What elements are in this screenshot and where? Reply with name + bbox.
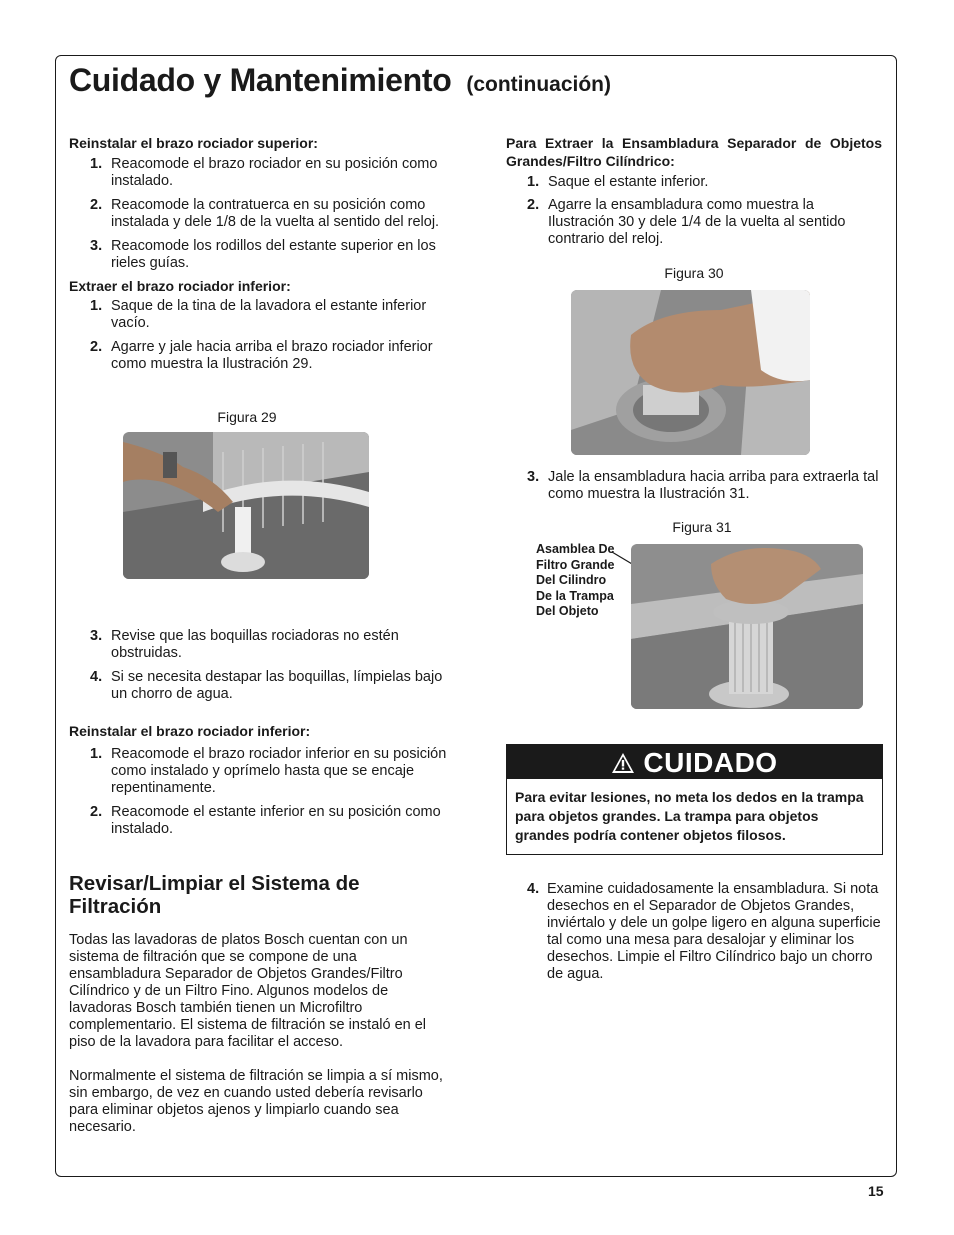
right-column bbox=[506, 134, 882, 983]
step-number: 3. bbox=[90, 238, 103, 254]
list-item bbox=[69, 628, 449, 662]
list-item bbox=[69, 746, 449, 797]
step-text: Reacomode el brazo rociador en su posición como instalado. bbox=[111, 156, 438, 189]
left-column bbox=[69, 134, 449, 1136]
step-text: Jale la ensambladura hacia arriba para extraerla tal como muestra la Ilustración 31. bbox=[548, 469, 879, 502]
step-text: Revise que las boquillas rociadoras no estén obstruidas. bbox=[111, 628, 399, 661]
figure-31-callout: Asamblea De Filtro Grande Del Cilindro De la Trampa Del Objeto bbox=[536, 542, 615, 618]
warning-triangle-icon bbox=[611, 752, 635, 774]
step-number: 2. bbox=[90, 197, 103, 213]
step-text: Reacomode el brazo rociador inferior en su posición como instalado y oprímelo hasta que se encaje repentinamente. bbox=[111, 746, 447, 796]
step-number: 1. bbox=[90, 298, 103, 314]
step-text: Examine cuidadosamente la ensambladura. Si nota desechos en el Separador de Objetos Grandes, inviértalo y dele un golpe ligero en alguna superficie tal como una mesa para desalojar y eliminar los desechos. Limpie el Filtro Cilíndrico bajo un chorro de agua. bbox=[547, 881, 881, 982]
list-item bbox=[506, 881, 882, 983]
list-item bbox=[69, 156, 449, 190]
subheading-extraer-ensambladura: Para Extraer la Ensambladura Separador de Objetos Grandes/Filtro Cilíndrico: bbox=[506, 135, 882, 169]
step-text: Agarre y jale hacia arriba el brazo rociador inferior como muestra la Ilustración 29. bbox=[111, 339, 433, 372]
step-text: Agarre la ensambladura como muestra la Ilustración 30 y dele 1/4 de la vuelta al sentido contrario del reloj. bbox=[548, 197, 846, 247]
list-item bbox=[506, 469, 882, 503]
page-number: 15 bbox=[868, 1183, 884, 1199]
figure-29-photo bbox=[123, 432, 369, 579]
list-item bbox=[69, 339, 449, 373]
warning-box bbox=[506, 744, 883, 855]
figure-29-caption: Figura 29 bbox=[217, 409, 277, 425]
step-number: 4. bbox=[90, 669, 103, 685]
step-number: 1. bbox=[90, 156, 103, 172]
step-text: Reacomode el estante inferior en su posición como instalado. bbox=[111, 804, 441, 837]
step-text: Reacomode los rodillos del estante superior en los rieles guías. bbox=[111, 238, 436, 271]
page-title bbox=[69, 62, 611, 99]
list-item bbox=[69, 804, 449, 838]
figure-30-photo bbox=[571, 290, 810, 455]
step-number: 3. bbox=[90, 628, 103, 644]
subheading-extraer-inferior: Extraer el brazo rociador inferior: bbox=[69, 278, 291, 294]
step-number: 2. bbox=[90, 339, 103, 355]
figure-31 bbox=[506, 542, 882, 709]
step-text: Saque de la tina de la lavadora el estante inferior vacío. bbox=[111, 298, 427, 331]
list-item bbox=[506, 197, 882, 248]
warning-title: CUIDADO bbox=[643, 746, 778, 778]
list-item bbox=[69, 238, 449, 272]
step-number: 2. bbox=[527, 197, 540, 213]
step-number: 2. bbox=[90, 804, 103, 820]
list-item bbox=[69, 298, 449, 332]
list-item bbox=[69, 197, 449, 231]
list-item bbox=[69, 669, 449, 703]
subheading-reinstalar-superior: Reinstalar el brazo rociador superior: bbox=[69, 135, 318, 151]
figure-30-caption: Figura 30 bbox=[664, 265, 724, 281]
step-number: 1. bbox=[90, 746, 103, 762]
title-continuation: (continuación) bbox=[466, 73, 611, 96]
paragraph: Normalmente el sistema de filtración se limpia a sí mismo, sin embargo, de vez en cuando usted debería revisarlo para eliminar objetos ajenos y limpiarlo cuando sea necesario. bbox=[69, 1068, 443, 1135]
warning-header bbox=[507, 745, 882, 779]
step-number: 1. bbox=[527, 174, 540, 190]
title-main: Cuidado y Mantenimiento bbox=[69, 62, 452, 98]
step-text: Saque el estante inferior. bbox=[548, 174, 709, 190]
list-item bbox=[506, 174, 882, 191]
warning-text: Para evitar lesiones, no meta los dedos en la trampa para objetos grandes. La trampa para objetos grandes podría contener objetos filosos. bbox=[515, 789, 864, 843]
section-heading-filtracion: Revisar/Limpiar el Sistema de Filtración bbox=[69, 872, 360, 918]
figure-31-photo bbox=[631, 544, 863, 709]
paragraph: Todas las lavadoras de platos Bosch cuentan con un sistema de filtración que se compone de una ensambladura Separador de Objetos Grandes/Filtro Cilíndrico y de un Filtro Fino. Algunos modelos de lavadoras Bosch también tienen un Microfiltro complementario. El sistema de filtración se instaló en el piso de la lavadora para facilitar el acceso. bbox=[69, 932, 427, 1050]
step-number: 3. bbox=[527, 469, 540, 485]
step-number: 4. bbox=[527, 881, 540, 897]
step-text: Reacomode la contratuerca en su posición como instalada y dele 1/8 de la vuelta al sentido del reloj. bbox=[111, 197, 440, 230]
figure-31-caption: Figura 31 bbox=[672, 519, 732, 535]
step-text: Si se necesita destapar las boquillas, límpielas bajo un chorro de agua. bbox=[111, 669, 443, 702]
subheading-reinstalar-inferior: Reinstalar el brazo rociador inferior: bbox=[69, 723, 311, 739]
